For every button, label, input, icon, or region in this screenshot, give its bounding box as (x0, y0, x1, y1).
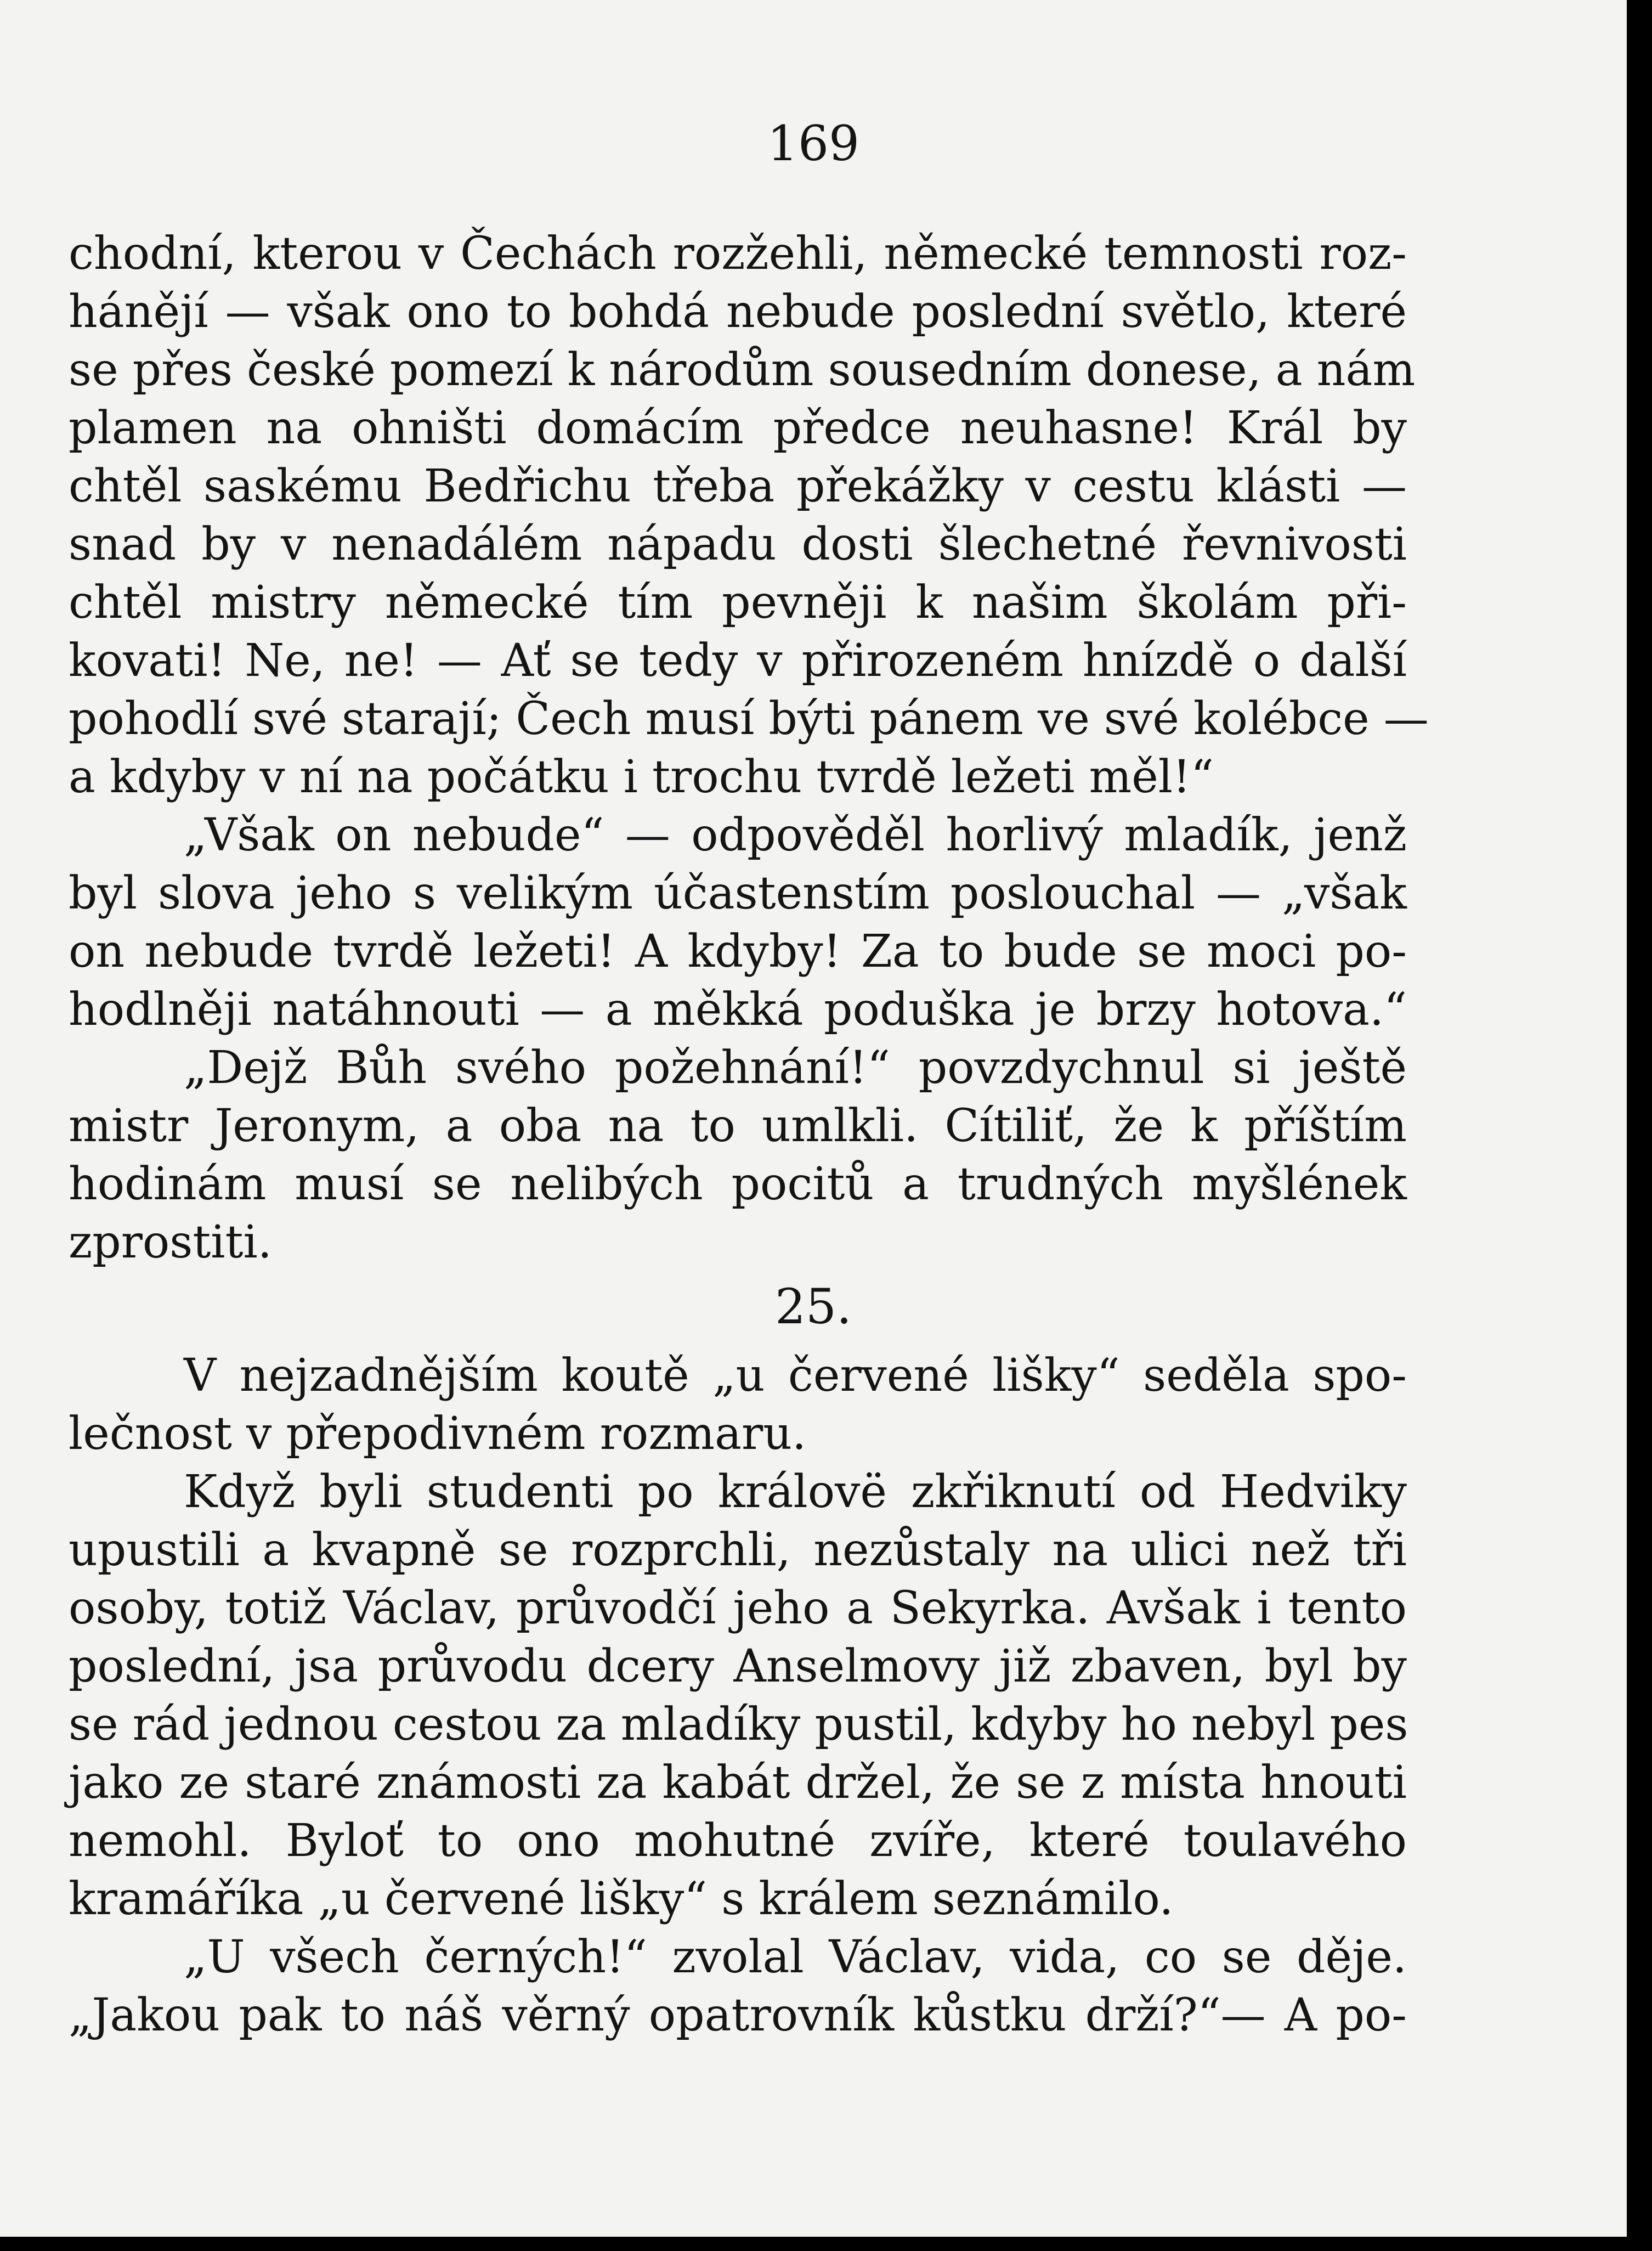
text-line: „U všech černých!“ zvolal Václav, vida, co se děje. (184, 1931, 1407, 1983)
text-line: kovati! Ne, ne! — Ať se tedy v přirozeném hnízdě o další (69, 635, 1407, 687)
text-line: mistr Jeronym, a oba na to umlkli. Cítiliť, že k příštím (69, 1100, 1407, 1152)
text-line: on nebude tvrdě ležeti! A kdyby! Za to bude se moci po- (69, 926, 1407, 978)
text-line: chodní, kterou v Čechách rozžehli, německé temnosti roz- (69, 228, 1407, 280)
text-line: zprostiti. (69, 1216, 272, 1268)
text-section-one (69, 225, 1429, 1272)
text-line: se přes české pomezí k národům sousedním donese, a nám (69, 344, 1416, 396)
text-line: „Však on nebude“ — odpověděl horlivý mladík, jenž (184, 809, 1407, 861)
text-line: snad by v nenadálém nápadu dosti šlechetné řevnivosti (69, 518, 1407, 571)
text-line: chtěl mistry německé tím pevněji k našim školám při- (69, 577, 1407, 629)
text-line: poslední, jsa průvodu dcery Anselmovy již zbaven, byl by (69, 1640, 1407, 1693)
text-line: hánějí — však ono to bohdá nebude poslední světlo, které (69, 286, 1407, 338)
text-line: V nejzadnějším koutě „u červené lišky“ seděla spo- (184, 1350, 1407, 1402)
text-line: pohodlí své starají; Čech musí býti pánem ve své kolébce — (69, 693, 1429, 745)
text-line: a kdyby v ní na počátku i trochu tvrdě ležeti měl!“ (69, 751, 1214, 803)
text-line: chtěl saskému Bedřichu třeba překážky v cestu klásti — (69, 460, 1407, 512)
text-section-two (69, 1347, 1407, 2045)
text-line: „Jakou pak to náš věrný opatrovník kůstku drží?“— A po- (69, 1989, 1407, 2041)
text-line: hodlněji natáhnouti — a měkká poduška je brzy hotova.“ (69, 984, 1407, 1036)
text-line: Když byli studenti po královë zkřiknutí od Hedviky (184, 1466, 1407, 1518)
text-line: „Dejž Bůh svého požehnání!“ povzdychnul si ještě (184, 1042, 1407, 1094)
page-number: 169 (767, 115, 859, 172)
text-line: nemohl. Byloť to ono mohutné zvíře, které toulavého (69, 1815, 1407, 1867)
text-line: se rád jednou cestou za mladíky pustil, kdyby ho nebyl pes (69, 1699, 1408, 1751)
text-line: upustili a kvapně se rozprchli, nezůstaly na ulici než tři (69, 1524, 1407, 1576)
text-line: plamen na ohništi domácím předce neuhasne! Král by (69, 402, 1407, 454)
text-line: jako ze staré známosti za kabát držel, že se z místa hnouti (69, 1757, 1407, 1809)
text-line: hodinám musí se nelibých pocitů a trudných myšlének (69, 1158, 1407, 1210)
text-line: kramáříka „u červené lišky“ s králem seznámilo. (69, 1873, 1174, 1925)
text-line: byl slova jeho s velikým účastenstím poslouchal — „však (69, 867, 1407, 919)
text-line: osoby, totiž Václav, průvodčí jeho a Sekyrka. Avšak i tento (69, 1582, 1407, 1634)
chapter-number: 25. (775, 1278, 852, 1335)
text-line: lečnost v přepodivném rozmaru. (69, 1408, 807, 1460)
